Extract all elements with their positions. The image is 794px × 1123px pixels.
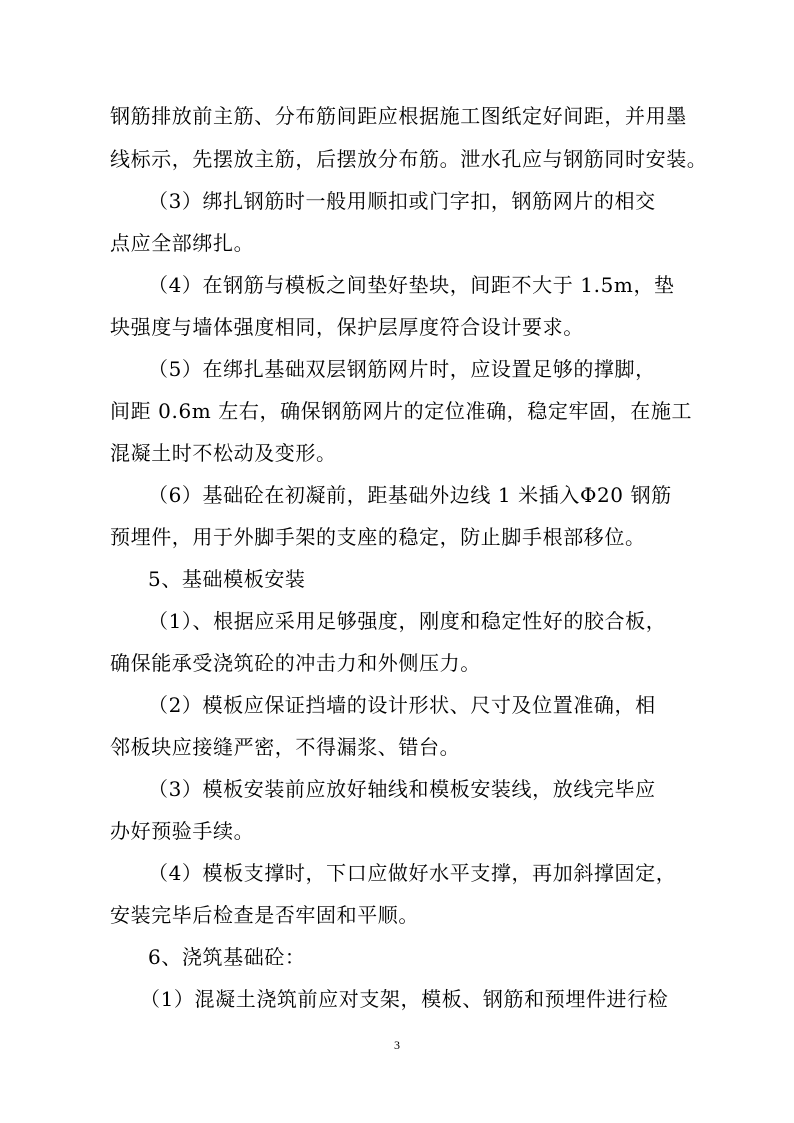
text-line: 邻板块应接缝严密，不得漏浆、错台。 (110, 735, 461, 759)
text-line: 点应全部绑扎。 (110, 231, 255, 255)
page-number: 3 (394, 1038, 400, 1052)
text-line: 确保能承受浇筑砼的冲击力和外侧压力。 (110, 651, 481, 675)
section-heading: 6、浇筑基础砼： (148, 945, 306, 969)
text-line: 间距 0.6m 左右，确保钢筋网片的定位准确，稳定牢固，在施工 (110, 399, 693, 423)
text-line: （5）在绑扎基础双层钢筋网片时，应设置足够的撑脚， (148, 357, 656, 381)
text-line: （4）在钢筋与模板之间垫好垫块，间距不大于 1.5m，垫 (148, 273, 675, 297)
text-line: （3）绑扎钢筋时一般用顺扣或门字扣，钢筋网片的相交 (148, 189, 656, 213)
text-line: （1）、根据应采用足够强度，刚度和稳定性好的胶合板， (148, 609, 667, 633)
text-line: （3）模板安装前应放好轴线和模板安装线，放线完毕应 (148, 777, 656, 801)
text-line: 钢筋排放前主筋、分布筋间距应根据施工图纸定好间距，并用墨 (110, 104, 687, 128)
text-line: 混凝土时不松动及变形。 (110, 441, 337, 465)
text-line: 预埋件，用于外脚手架的支座的稳定，防止脚手根部移位。 (110, 525, 646, 549)
text-line: 块强度与墙体强度相同，保护层厚度符合设计要求。 (110, 315, 584, 339)
section-heading: 5、基础模板安装 (148, 567, 306, 591)
text-line: 办好预验手续。 (110, 819, 255, 843)
text-line: （4）模板支撑时，下口应做好水平支撑，再加斜撑固定， (148, 861, 677, 885)
text-line: （2）模板应保证挡墙的设计形状、尺寸及位置准确，相 (148, 693, 656, 717)
text-line: （6）基础砼在初凝前，距基础外边线 1 米插入Φ20 钢筋 (148, 483, 672, 507)
text-line: （1）混凝土浇筑前应对支架，模板、钢筋和预埋件进行检 (140, 987, 669, 1011)
text-line: 安装完毕后检查是否牢固和平顺。 (110, 903, 419, 927)
text-line: 线标示，先摆放主筋，后摆放分布筋。泄水孔应与钢筋同时安装。 (110, 147, 708, 171)
